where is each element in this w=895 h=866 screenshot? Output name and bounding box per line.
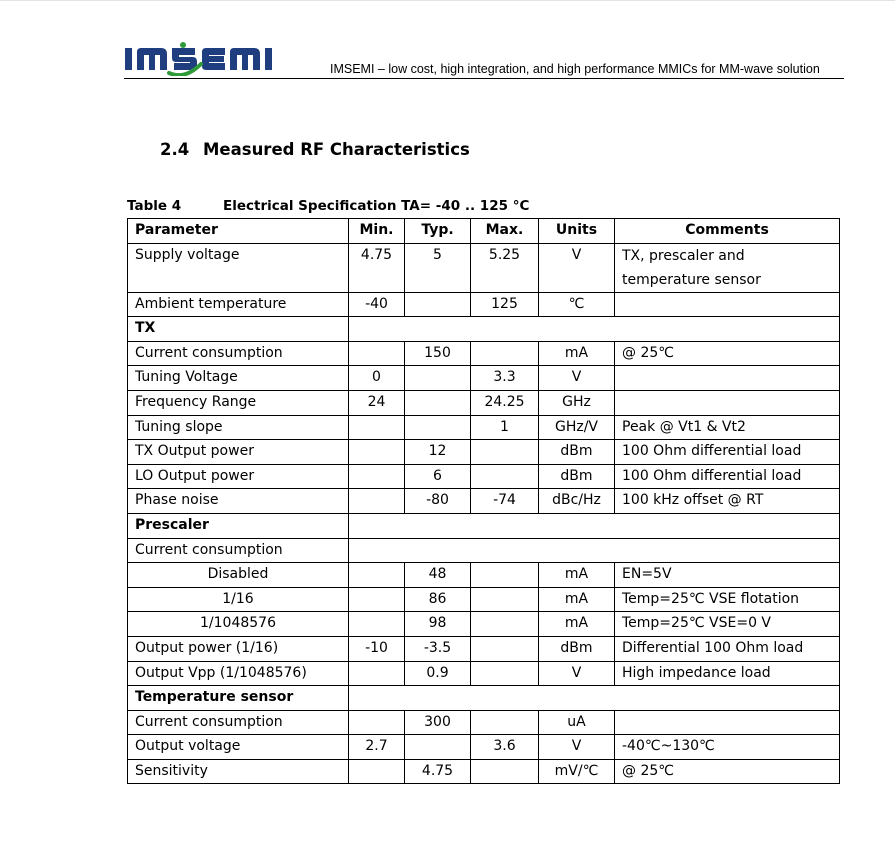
cell-comments: TX, prescaler and temperature sensor <box>615 243 840 292</box>
cell-max <box>471 563 539 588</box>
cell-typ <box>405 390 471 415</box>
cell-parameter: Tuning slope <box>128 415 349 440</box>
cell-min <box>349 415 405 440</box>
cell-max <box>471 636 539 661</box>
header-typ: Typ. <box>405 219 471 244</box>
cell-max <box>471 612 539 637</box>
cell-parameter: Tuning Voltage <box>128 366 349 391</box>
table-row <box>128 636 840 661</box>
table-row <box>128 292 840 317</box>
cell-units: mA <box>539 563 615 588</box>
cell-max <box>471 341 539 366</box>
cell-min: 0 <box>349 366 405 391</box>
cell-typ: 48 <box>405 563 471 588</box>
cell-units: mA <box>539 587 615 612</box>
cell-typ: 86 <box>405 587 471 612</box>
table-row <box>128 489 840 514</box>
table-caption <box>127 198 529 214</box>
table-row <box>128 415 840 440</box>
cell-max: 24.25 <box>471 390 539 415</box>
cell-typ: -3.5 <box>405 636 471 661</box>
cell-max <box>471 759 539 784</box>
cell-units: dBc/Hz <box>539 489 615 514</box>
cell-min: -40 <box>349 292 405 317</box>
cell-typ <box>405 366 471 391</box>
cell-parameter: Disabled <box>128 563 349 588</box>
table-row <box>128 243 840 292</box>
cell-parameter: Current consumption <box>128 341 349 366</box>
prescaler-rows <box>128 563 840 637</box>
cell-max: -74 <box>471 489 539 514</box>
table-row <box>128 661 840 686</box>
table-row <box>128 440 840 465</box>
table-row <box>128 612 840 637</box>
table-row <box>128 563 840 588</box>
cell-min <box>349 563 405 588</box>
cell-min <box>349 464 405 489</box>
cell-comments: High impedance load <box>615 661 840 686</box>
header-rule <box>124 78 844 79</box>
cell-typ <box>405 292 471 317</box>
section-title: Measured RF Characteristics <box>203 140 470 159</box>
cell-max: 3.3 <box>471 366 539 391</box>
table-row <box>128 464 840 489</box>
cell-units: dBm <box>539 440 615 465</box>
header-min: Min. <box>349 219 405 244</box>
cell-units: dBm <box>539 636 615 661</box>
cell-typ: 4.75 <box>405 759 471 784</box>
cell-units: ℃ <box>539 292 615 317</box>
cell-units: mA <box>539 612 615 637</box>
cell-min <box>349 710 405 735</box>
section-row-filler <box>349 686 840 711</box>
cell-comments: EN=5V <box>615 563 840 588</box>
section-row-tx <box>128 317 840 342</box>
cell-parameter: Frequency Range <box>128 390 349 415</box>
table-caption-title: Electrical Specification TA= -40 .. 125 °C <box>223 198 530 214</box>
cell-units: GHz/V <box>539 415 615 440</box>
cell-min <box>349 440 405 465</box>
cell-min: -10 <box>349 636 405 661</box>
cell-comments: 100 kHz offset @ RT <box>615 489 840 514</box>
cell-parameter: Current consumption <box>128 538 349 563</box>
cell-typ: 5 <box>405 243 471 292</box>
cell-comments: Differential 100 Ohm load <box>615 636 840 661</box>
header-max: Max. <box>471 219 539 244</box>
cell-max: 125 <box>471 292 539 317</box>
cell-units: mA <box>539 341 615 366</box>
cell-min: 2.7 <box>349 735 405 760</box>
section-label-temperature: Temperature sensor <box>128 686 349 711</box>
header-parameter: Parameter <box>128 219 349 244</box>
cell-min <box>349 587 405 612</box>
cell-comments: Temp=25℃ VSE=0 V <box>615 612 840 637</box>
temperature-rows <box>128 710 840 784</box>
section-row-filler <box>349 317 840 342</box>
cell-max: 3.6 <box>471 735 539 760</box>
cell-typ: -80 <box>405 489 471 514</box>
cell-typ: 300 <box>405 710 471 735</box>
cell-comments: Peak @ Vt1 & Vt2 <box>615 415 840 440</box>
table-row <box>128 710 840 735</box>
cell-units: V <box>539 735 615 760</box>
cell-comments: 100 Ohm differential load <box>615 440 840 465</box>
cell-max <box>471 587 539 612</box>
cell-typ <box>405 735 471 760</box>
electrical-spec-table <box>127 218 840 784</box>
cell-min <box>349 612 405 637</box>
cell-min: 24 <box>349 390 405 415</box>
section-row-filler <box>349 513 840 538</box>
prescaler-current-row <box>128 538 840 563</box>
cell-parameter: Output Vpp (1/1048576) <box>128 661 349 686</box>
cell-parameter: Current consumption <box>128 710 349 735</box>
cell-units: V <box>539 366 615 391</box>
imsemi-logo <box>125 42 281 76</box>
cell-parameter: Ambient temperature <box>128 292 349 317</box>
cell-max <box>471 710 539 735</box>
cell-min <box>349 489 405 514</box>
cell-typ: 150 <box>405 341 471 366</box>
cell-parameter: LO Output power <box>128 464 349 489</box>
cell-parameter: Supply voltage <box>128 243 349 292</box>
cell-max: 1 <box>471 415 539 440</box>
section-row-prescaler <box>128 513 840 538</box>
cell-comments: @ 25℃ <box>615 759 840 784</box>
section-heading <box>160 140 470 159</box>
table-row <box>128 587 840 612</box>
section-row-filler <box>349 538 840 563</box>
cell-parameter: Phase noise <box>128 489 349 514</box>
cell-units: mV/℃ <box>539 759 615 784</box>
cell-typ: 6 <box>405 464 471 489</box>
header-units: Units <box>539 219 615 244</box>
cell-comments: 100 Ohm differential load <box>615 464 840 489</box>
header-comments: Comments <box>615 219 840 244</box>
cell-typ <box>405 415 471 440</box>
cell-comments <box>615 390 840 415</box>
cell-typ: 0.9 <box>405 661 471 686</box>
cell-max: 5.25 <box>471 243 539 292</box>
cell-parameter: 1/1048576 <box>128 612 349 637</box>
cell-max <box>471 464 539 489</box>
table-row <box>128 390 840 415</box>
cell-comments: Temp=25℃ VSE flotation <box>615 587 840 612</box>
table-row <box>128 759 840 784</box>
cell-min: 4.75 <box>349 243 405 292</box>
cell-comments: @ 25℃ <box>615 341 840 366</box>
cell-parameter: Output power (1/16) <box>128 636 349 661</box>
table-row <box>128 341 840 366</box>
cell-max <box>471 440 539 465</box>
cell-max <box>471 661 539 686</box>
section-number: 2.4 <box>160 140 190 159</box>
table-row <box>128 366 840 391</box>
section-label-tx: TX <box>128 317 349 342</box>
prescaler-output-rows <box>128 636 840 685</box>
cell-units: dBm <box>539 464 615 489</box>
cell-comments <box>615 366 840 391</box>
cell-min <box>349 759 405 784</box>
cell-units: V <box>539 661 615 686</box>
cell-min <box>349 341 405 366</box>
section-row-temperature <box>128 686 840 711</box>
cell-comments <box>615 710 840 735</box>
header-tagline: IMSEMI – low cost, high integration, and high performance MMICs for MM-wave solution <box>330 62 820 76</box>
cell-comments: -40℃~130℃ <box>615 735 840 760</box>
page-top-edge <box>0 0 895 1</box>
cell-typ: 98 <box>405 612 471 637</box>
cell-parameter: Output voltage <box>128 735 349 760</box>
cell-units: uA <box>539 710 615 735</box>
cell-min <box>349 661 405 686</box>
cell-parameter: TX Output power <box>128 440 349 465</box>
cell-typ: 12 <box>405 440 471 465</box>
table-caption-label: Table 4 <box>127 198 182 214</box>
cell-parameter: 1/16 <box>128 587 349 612</box>
cell-units: GHz <box>539 390 615 415</box>
table-header-row <box>128 219 840 244</box>
cell-parameter: Sensitivity <box>128 759 349 784</box>
tx-rows <box>128 341 840 513</box>
section-label-prescaler: Prescaler <box>128 513 349 538</box>
cell-units: V <box>539 243 615 292</box>
table-row <box>128 735 840 760</box>
cell-comments <box>615 292 840 317</box>
